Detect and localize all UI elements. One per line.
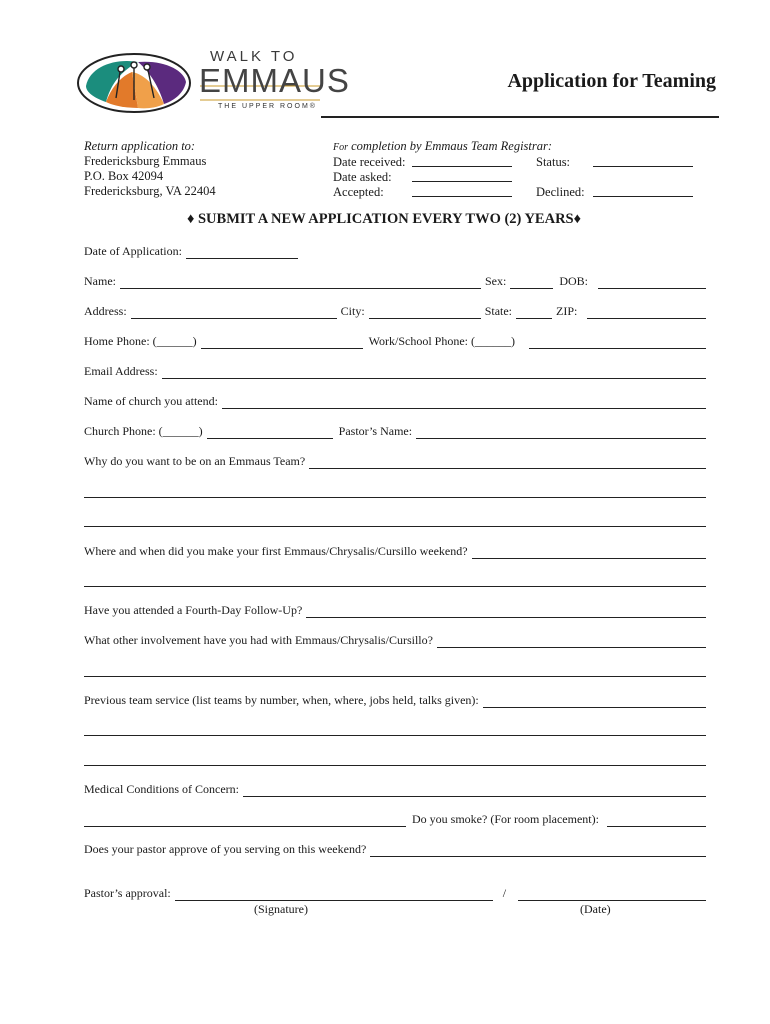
accepted-label: Accepted: xyxy=(333,185,384,199)
why-team-field[interactable] xyxy=(309,456,706,469)
pastor-approval-row xyxy=(84,886,706,901)
medical-line-2[interactable] xyxy=(84,814,406,827)
date-of-application-label: Date of Application: xyxy=(84,244,182,258)
logo-emmaus: EMMAUS xyxy=(199,62,350,99)
return-line: Fredericksburg Emmaus xyxy=(84,154,207,168)
phone-row xyxy=(84,334,706,349)
pastor-approve-field[interactable] xyxy=(370,844,706,857)
date-asked-label: Date asked: xyxy=(333,170,392,184)
smoke-field[interactable] xyxy=(607,814,706,827)
submit-notice: ♦ SUBMIT A NEW APPLICATION EVERY TWO (2) YEARS♦ xyxy=(186,211,582,227)
fourth-day-row xyxy=(84,603,706,618)
pastor-name-field[interactable] xyxy=(416,426,706,439)
pastor-approve-label: Does your pastor approve of you serving on this weekend? xyxy=(84,842,367,856)
signature-caption: (Signature) xyxy=(254,902,308,916)
date-of-application-field[interactable] xyxy=(186,246,298,259)
date-received-field[interactable] xyxy=(412,155,512,167)
declined-label: Declined: xyxy=(536,185,585,199)
pastor-name-label: Pastor’s Name: xyxy=(338,424,413,438)
city-label: City: xyxy=(340,304,365,318)
medical-field[interactable] xyxy=(243,784,706,797)
other-involvement-line-2[interactable] xyxy=(84,675,706,677)
previous-service-label: Previous team service (list teams by number, when, where, jobs held, talks given): xyxy=(84,693,479,707)
sex-field[interactable] xyxy=(510,276,553,289)
declined-field[interactable] xyxy=(593,185,693,197)
registrar-heading-prefix: For xyxy=(333,142,348,153)
city-field[interactable] xyxy=(369,306,481,319)
status-field[interactable] xyxy=(593,155,693,167)
other-involvement-row xyxy=(84,633,706,648)
church-phone-label: Church Phone: (______) xyxy=(84,424,203,438)
church-label: Name of church you attend: xyxy=(84,394,218,408)
return-heading: Return application to: xyxy=(84,139,196,153)
first-weekend-line-2[interactable] xyxy=(84,585,706,587)
church-row xyxy=(84,394,706,409)
email-row xyxy=(84,364,706,379)
logo-walk-to: WALK TO xyxy=(210,48,298,65)
first-weekend-row xyxy=(84,544,706,559)
accepted-field[interactable] xyxy=(412,185,512,197)
zip-label: ZIP: xyxy=(556,304,578,318)
church-phone-row xyxy=(84,424,706,439)
address-label: Address: xyxy=(84,304,127,318)
medical-row xyxy=(84,782,706,797)
why-team-line-3[interactable] xyxy=(84,525,706,527)
state-label: State: xyxy=(484,304,513,318)
date-of-application-row xyxy=(84,244,706,259)
home-phone-field[interactable] xyxy=(201,336,363,349)
pastor-approval-date-field[interactable] xyxy=(518,888,706,901)
medical-label: Medical Conditions of Concern: xyxy=(84,782,239,796)
smoke-row xyxy=(84,812,706,827)
date-received-label: Date received: xyxy=(333,155,406,169)
sex-label: Sex: xyxy=(484,274,507,288)
date-asked-field[interactable] xyxy=(412,170,512,182)
slash-separator: / xyxy=(502,886,507,900)
dob-field[interactable] xyxy=(598,276,706,289)
church-phone-field[interactable] xyxy=(207,426,333,439)
other-involvement-label: What other involvement have you had with Emmaus/Chrysalis/Cursillo? xyxy=(84,633,433,647)
why-team-line-2[interactable] xyxy=(84,496,706,498)
state-field[interactable] xyxy=(516,306,552,319)
status-label: Status: xyxy=(536,155,571,169)
fourth-day-field[interactable] xyxy=(306,605,706,618)
previous-service-row xyxy=(84,693,706,708)
logo-upper-room: THE UPPER ROOM® xyxy=(218,103,317,110)
home-phone-label: Home Phone: (______) xyxy=(84,334,197,348)
pastor-approve-row xyxy=(84,842,706,857)
return-address-block xyxy=(84,139,216,199)
name-field[interactable] xyxy=(120,276,481,289)
email-field[interactable] xyxy=(162,366,706,379)
why-team-label: Why do you want to be on an Emmaus Team? xyxy=(84,454,306,468)
fourth-day-label: Have you attended a Fourth-Day Follow-Up? xyxy=(84,603,303,617)
registrar-block xyxy=(333,139,585,200)
email-label: Email Address: xyxy=(84,364,158,378)
pastor-signature-field[interactable] xyxy=(175,888,493,901)
registrar-heading: completion by Emmaus Team Registrar: xyxy=(351,139,553,153)
address-field[interactable] xyxy=(131,306,337,319)
dob-label: DOB: xyxy=(559,274,588,288)
return-line: P.O. Box 42094 xyxy=(84,169,164,183)
work-phone-field[interactable] xyxy=(529,336,706,349)
smoke-label: Do you smoke? (For room placement): xyxy=(412,812,599,826)
zip-field[interactable] xyxy=(587,306,706,319)
work-phone-label: Work/School Phone: (______) xyxy=(368,334,516,348)
previous-service-field[interactable] xyxy=(483,695,706,708)
why-team-row xyxy=(84,454,706,469)
pastor-approval-label: Pastor’s approval: xyxy=(84,886,171,900)
return-line: Fredericksburg, VA 22404 xyxy=(84,184,216,198)
address-row xyxy=(84,304,706,319)
title-rule xyxy=(321,116,719,118)
first-weekend-label: Where and when did you make your first Emmaus/Chrysalis/Cursillo weekend? xyxy=(84,544,468,558)
church-field[interactable] xyxy=(222,396,706,409)
date-caption: (Date) xyxy=(580,902,611,916)
other-involvement-field[interactable] xyxy=(437,635,706,648)
previous-service-line-2[interactable] xyxy=(84,734,706,736)
previous-service-line-3[interactable] xyxy=(84,764,706,766)
name-row xyxy=(84,274,706,289)
name-label: Name: xyxy=(84,274,116,288)
page-title: Application for Teaming xyxy=(507,70,716,92)
first-weekend-field[interactable] xyxy=(472,546,706,559)
